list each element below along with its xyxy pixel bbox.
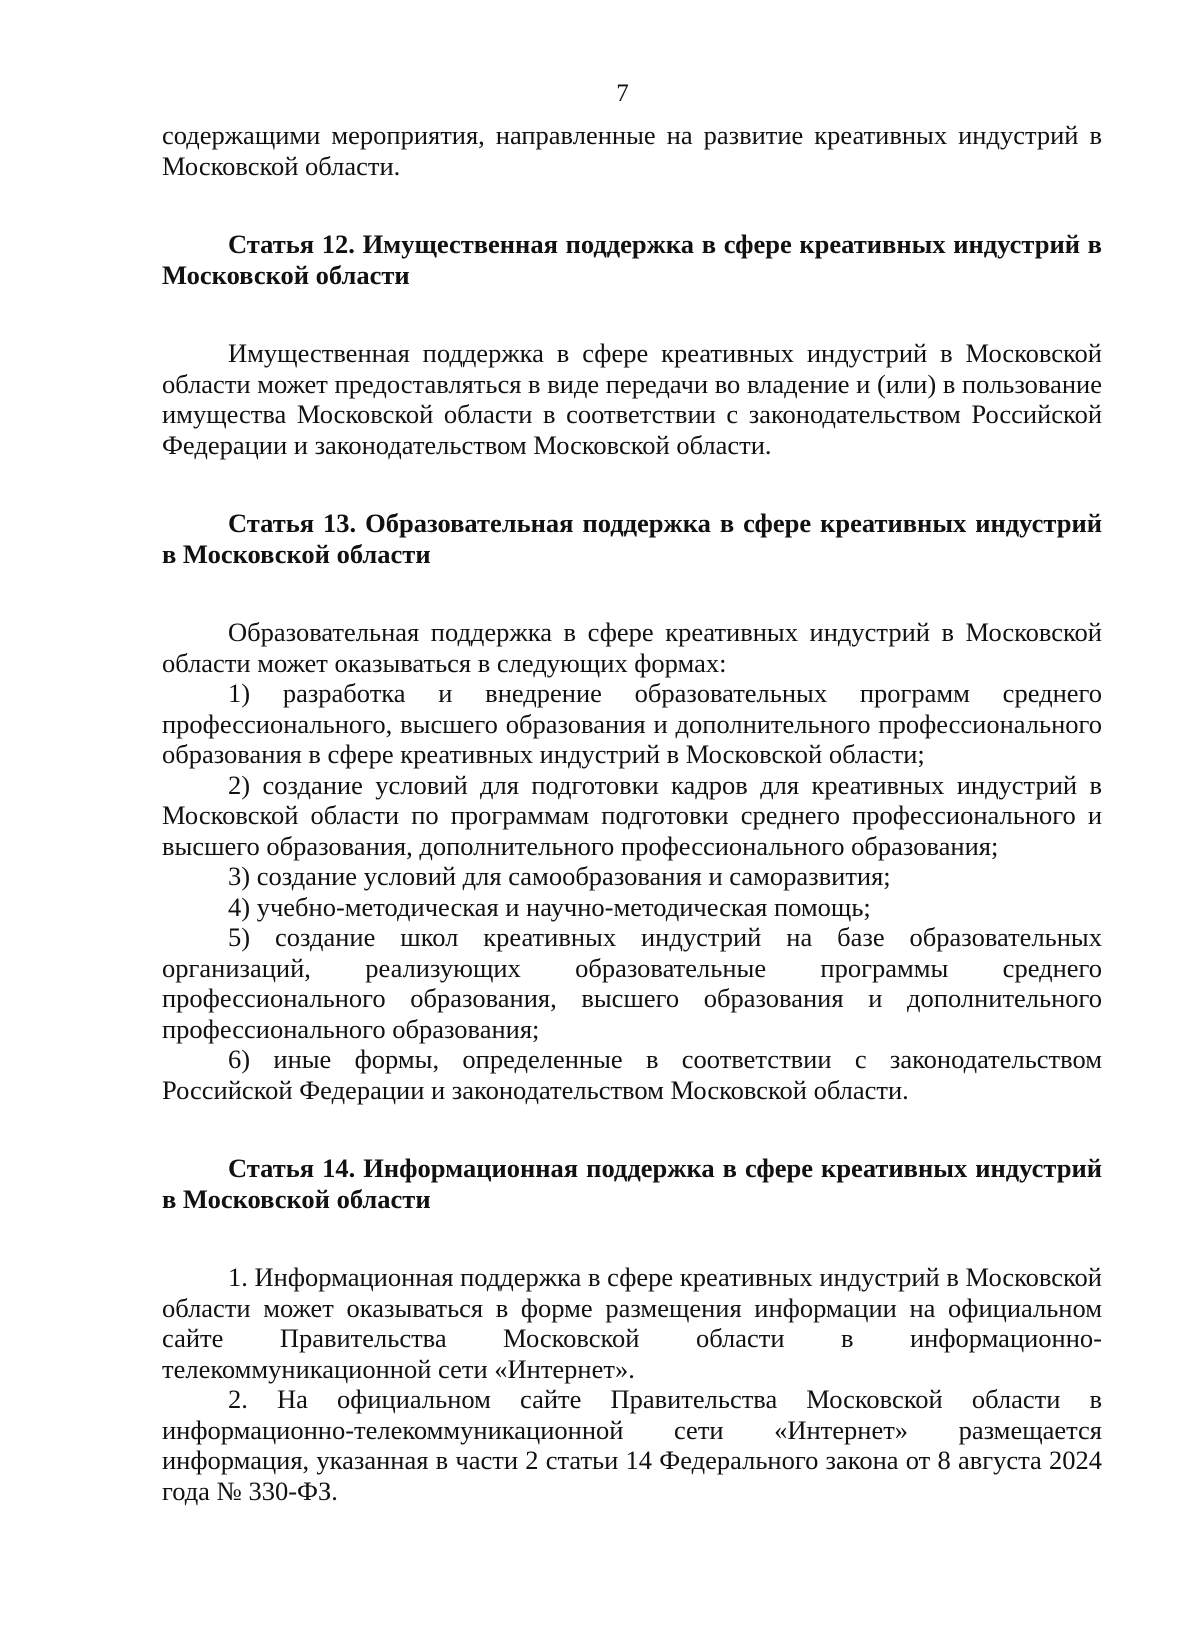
article-14-heading: Статья 14. Информационная поддержка в сфере креативных индустрий в Московской области <box>162 1153 1102 1214</box>
article-13-item: 1) разработка и внедрение образовательных программ среднего профессионального, высшего образования и дополнительного профессионального образования в сфере креативных индустрий в Московской области; <box>162 678 1102 769</box>
article-12-heading: Статья 12. Имущественная поддержка в сфере креативных индустрий в Московской области <box>162 229 1102 290</box>
article-13-item: 6) иные формы, определенные в соответствии с законодательством Российской Федерации и законодательством Московской области. <box>162 1044 1102 1105</box>
article-12 <box>162 229 1102 460</box>
article-13-item: 3) создание условий для самообразования и саморазвития; <box>228 861 891 891</box>
article-14-paragraph: 2. На официальном сайте Правительства Московской области в информационно-телекоммуникационной сети «Интернет» размещается информация, указанная в части 2 статьи 14 Федерального закона от 8 августа 2024 года № 330-ФЗ. <box>162 1384 1102 1506</box>
article-13-heading: Статья 13. Образовательная поддержка в сфере креативных индустрий в Московской области <box>162 508 1102 569</box>
article-14 <box>162 1153 1102 1506</box>
article-13 <box>162 508 1102 1105</box>
article-13-item: 5) создание школ креативных индустрий на базе образовательных организаций, реализующих образовательные программы среднего профессионального образования, высшего образования и дополнительного профессионального образования; <box>162 922 1102 1044</box>
page-number: 7 <box>616 80 629 107</box>
article-14-paragraph: 1. Информационная поддержка в сфере креативных индустрий в Московской области может оказываться в форме размещения информации на официальном сайте Правительства Московской области в информационно-телекоммуникационной сети «Интернет». <box>162 1262 1102 1384</box>
document-body <box>162 120 1102 1506</box>
intro-paragraph: содержащими мероприятия, направленные на развитие креативных индустрий в Московской области. <box>162 120 1102 181</box>
article-12-paragraph: Имущественная поддержка в сфере креативных индустрий в Московской области может предоставляться в виде передачи во владение и (или) в пользование имущества Московской области в соответствии с законодательством Российской Федерации и законодательством Московской области. <box>162 338 1102 460</box>
article-13-item: 2) создание условий для подготовки кадров для креативных индустрий в Московской области по программам подготовки среднего профессионального и высшего образования, дополнительного профессионального образования; <box>162 769 1102 861</box>
article-13-item: 4) учебно-методическая и научно-методическая помощь; <box>228 891 871 922</box>
article-13-intro: Образовательная поддержка в сфере креативных индустрий в Московской области может оказываться в следующих формах: <box>162 617 1102 678</box>
